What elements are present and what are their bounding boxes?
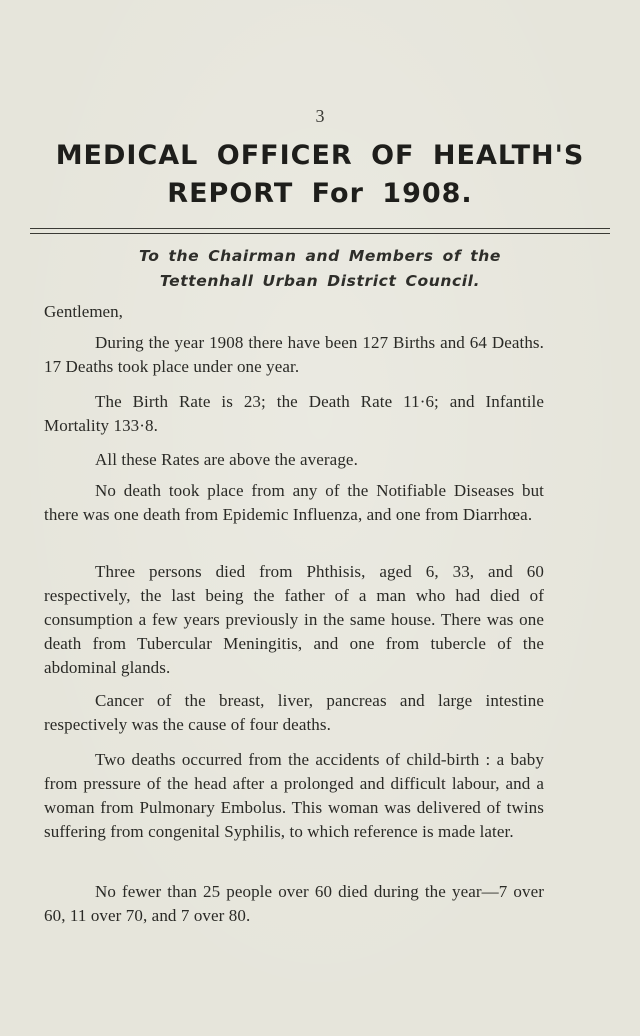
paragraph-child-birth: Two deaths occurred from the accidents of child-birth : a baby from pressure of the head after a prolonged and difficult labour, and a woman from Pulmonary Embolus. This woman was delivered of twins suffering from congenital Syphilis, to which reference is made later.	[44, 750, 544, 841]
address-line-2: Tettenhall Urban District Council.	[159, 272, 481, 290]
paragraph-notifiable-diseases: No death took place from any of the Notifiable Diseases but there was one death from Epidemic Influenza, and one from Diarrhœa.	[44, 481, 544, 524]
salutation: Gentlemen,	[44, 302, 123, 321]
report-title-line-1: MEDICAL OFFICER OF HEALTH'S	[55, 140, 585, 171]
paragraph-births-deaths: During the year 1908 there have been 127 Births and 64 Deaths. 17 Deaths took place under one year.	[44, 333, 544, 376]
page-number: 3	[315, 106, 325, 126]
paragraph-elderly-deaths: No fewer than 25 people over 60 died during the year—7 over 60, 11 over 70, and 7 over 80.	[44, 882, 544, 925]
double-rule-top	[30, 228, 610, 229]
paragraph-rates: The Birth Rate is 23; the Death Rate 11·6; and Infantile Mortality 133·8.	[44, 392, 544, 435]
report-title-line-2: REPORT For 1908.	[167, 178, 473, 209]
paragraph-cancer: Cancer of the breast, liver, pancreas and large intestine respectively was the cause of four deaths.	[44, 691, 544, 734]
address-line-1: To the Chairman and Members of the	[139, 247, 501, 265]
paragraph-phthisis: Three persons died from Phthisis, aged 6, 33, and 60 respectively, the last being the father of a man who had died of consumption a few years previously in the same house. There was one death from Tubercular Meningitis, and one from tubercle of the abdominal glands.	[44, 562, 544, 677]
paragraph-average: All these Rates are above the average.	[95, 450, 358, 469]
double-rule-bottom	[30, 233, 610, 234]
